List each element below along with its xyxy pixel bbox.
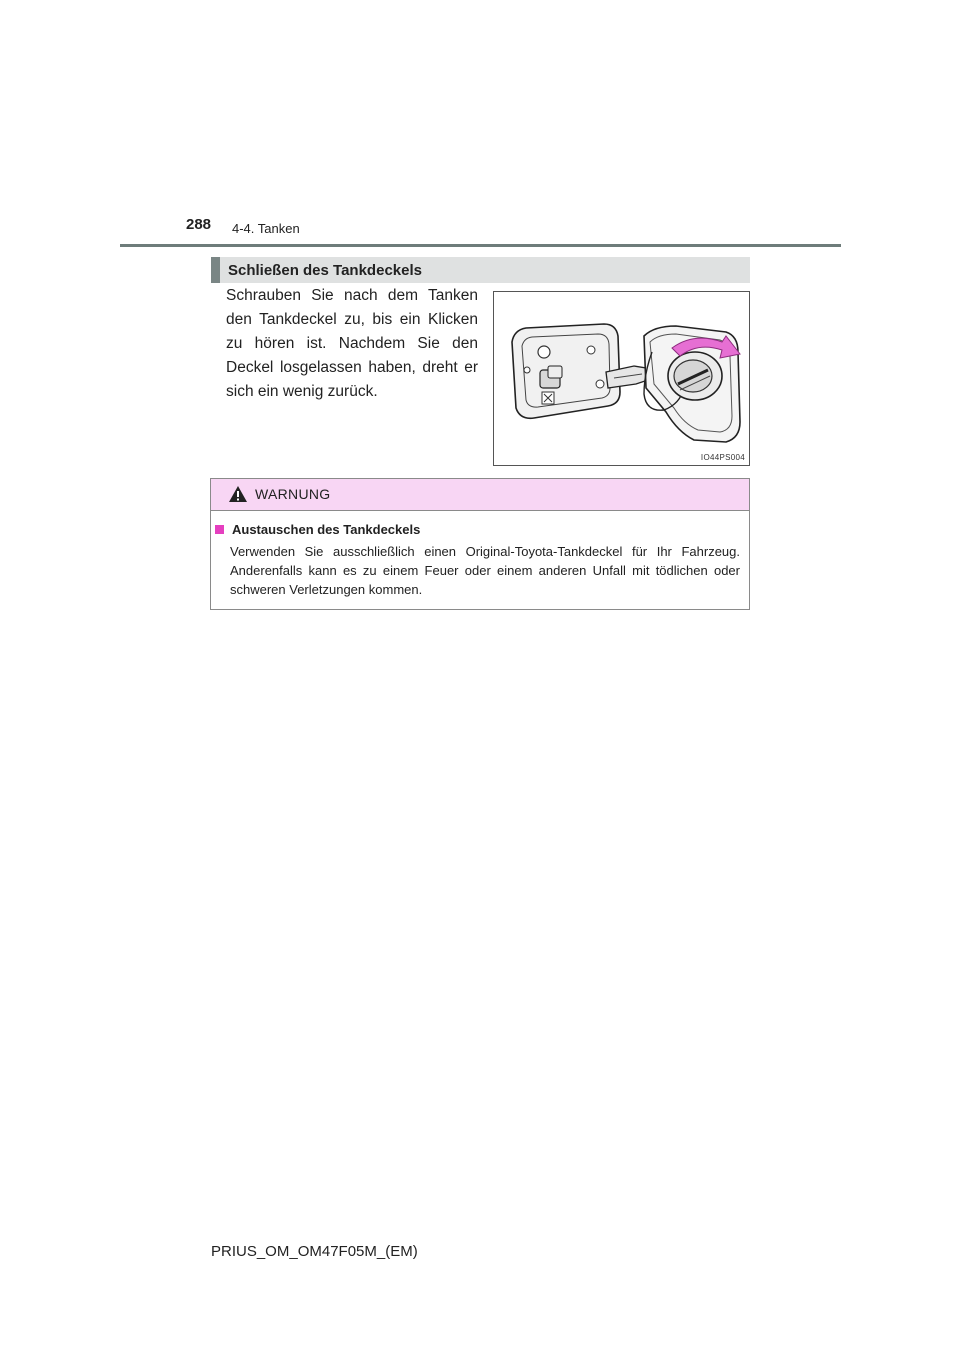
header-rule [120, 244, 841, 247]
fuel-cap-illustration [493, 291, 750, 466]
square-bullet-icon [215, 525, 224, 534]
section-title: Schließen des Tankdeckels [228, 261, 422, 279]
warning-box [210, 478, 750, 610]
footer-doc-id: PRIUS_OM_OM47F05M_(EM) [211, 1243, 418, 1260]
figure-code: IO44PS004 [700, 453, 745, 462]
warning-subtitle: Austauschen des Tankdeckels [232, 522, 421, 537]
warning-text: Verwenden Sie ausschließlich einen Original-Toyota-Tankdeckel für Ihr Fahrzeug. Anderenfalls kann es zu einem Feuer oder einem anderen Unfall mit tödlichen oder schweren Verletzungen kommen. [230, 544, 740, 597]
warning-triangle-icon [228, 485, 248, 503]
section-header [211, 257, 750, 283]
fuel-door-drawing [494, 292, 749, 465]
warning-header [211, 479, 749, 511]
section-body-text: Schrauben Sie nach dem Tanken den Tankdeckel zu, bis ein Klicken zu hören ist. Nachdem Sie den Deckel losgelassen haben, dreht er sich ein wenig zurück. [226, 287, 478, 400]
chapter-label: 4-4. Tanken [232, 221, 300, 236]
page-number: 288 [186, 216, 212, 233]
warning-title: WARNUNG [255, 486, 331, 502]
warning-subtitle-row [215, 522, 420, 537]
